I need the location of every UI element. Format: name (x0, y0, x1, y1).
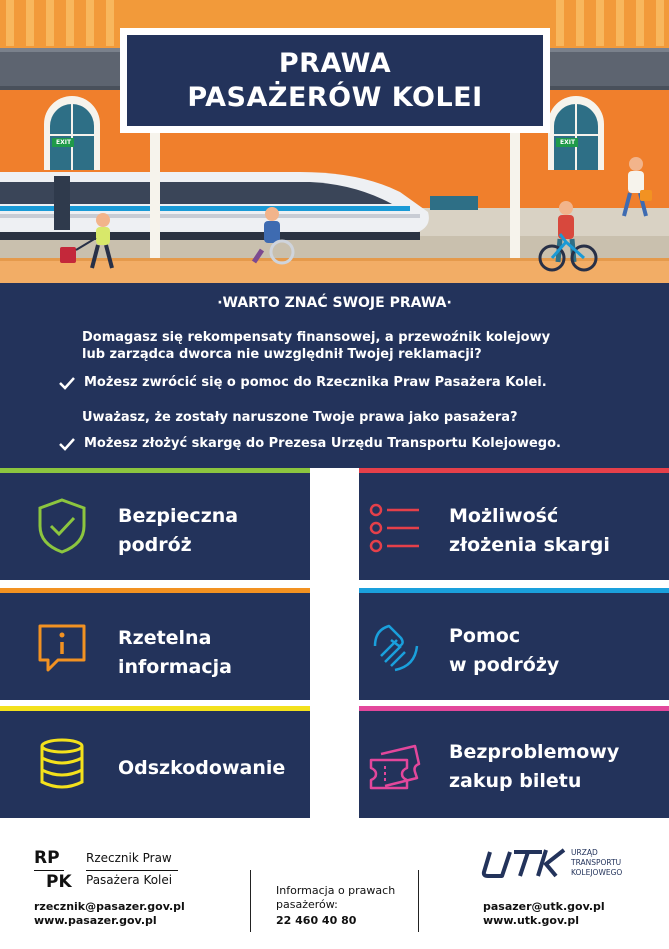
tile-accent-bar (359, 706, 669, 711)
tile-label-2: informacja (118, 656, 232, 678)
check-icon (58, 376, 76, 390)
answer-1-text: Możesz zwrócić się o pomoc do Rzecznika Praw Pasażera Kolei. (84, 375, 547, 390)
shield-check-icon (34, 496, 90, 556)
question-2: Uważasz, że zostały naruszone Twoje prawa jako pasażera? (82, 410, 518, 425)
utk-name-line-2: TRANSPORTU (571, 858, 622, 867)
title-panel (127, 35, 543, 126)
tile-label-2: zakup biletu (449, 770, 582, 792)
ticket-icon (367, 734, 423, 794)
tile-accent-bar (0, 706, 310, 711)
tile-label-2: podróż (118, 534, 192, 556)
tile-label-2: złożenia skargi (449, 534, 610, 556)
rppk-email-link[interactable]: rzecznik@pasazer.gov.pl (34, 900, 185, 913)
answer-2-text: Możesz złożyć skargę do Prezesa Urzędu Transportu Kolejowego. (84, 436, 561, 451)
info-icon (34, 616, 90, 676)
answer-2 (58, 435, 561, 452)
question-1-line-1: Domagasz się rekompensaty finansowej, a przewoźnik kolejowy (82, 330, 551, 345)
question-1-line-2: lub zarządca dworca nie uwzględnił Twojej reklamacji? (82, 347, 482, 362)
station-illustration (0, 0, 669, 283)
tile-label-2: w podróży (449, 654, 560, 676)
info-line-1: Informacja o prawach (276, 884, 396, 897)
info-line-2: pasażerów: (276, 898, 338, 911)
utk-email-link[interactable]: pasazer@utk.gov.pl (483, 900, 605, 913)
tile-label-1: Odszkodowanie (118, 757, 286, 779)
tile-label-1: Bezproblemowy (449, 741, 620, 763)
title-line-2: PASAŻERÓW KOLEI (187, 81, 483, 113)
rppk-www-link[interactable]: www.pasazer.gov.pl (34, 914, 157, 927)
rppk-name-line-1: Rzecznik Praw (86, 851, 172, 865)
tile-label-1: Pomoc (449, 625, 521, 647)
rppk-logo-pk: PK (46, 872, 72, 892)
tile-label-1: Bezpieczna (118, 505, 239, 527)
check-icon (58, 437, 76, 451)
tile-information (0, 588, 310, 700)
tile-assistance (359, 588, 669, 700)
rppk-logo-divider (34, 870, 64, 871)
rights-panel (0, 283, 669, 468)
answer-1 (58, 374, 547, 391)
exit-sign-right: EXIT (560, 139, 576, 146)
tile-complaint (359, 468, 669, 580)
tile-accent-bar (359, 588, 669, 593)
list-icon (367, 496, 423, 556)
question-1 (82, 329, 622, 363)
tile-accent-bar (0, 468, 310, 473)
utk-www-link[interactable]: www.utk.gov.pl (483, 914, 580, 927)
utk-name (571, 848, 622, 878)
tile-compensation (0, 706, 310, 818)
info-phone[interactable]: 22 460 40 80 (276, 914, 357, 927)
rights-heading: ·WARTO ZNAĆ SWOJE PRAWA· (217, 295, 452, 311)
footer-divider-right (418, 870, 419, 932)
tile-label-1: Możliwość (449, 505, 559, 527)
utk-name-line-1: URZĄD (571, 848, 598, 857)
footer (0, 828, 669, 949)
tile-label-1: Rzetelna (118, 627, 212, 649)
utk-name-line-3: KOLEJOWEGO (571, 868, 623, 877)
helping-hands-icon (367, 616, 423, 676)
title-line-1: PRAWA (278, 47, 392, 79)
coins-stack-icon (34, 734, 90, 794)
rppk-logo (34, 848, 184, 894)
title-board (120, 28, 550, 133)
tile-safe-travel (0, 468, 310, 580)
rppk-logo-rp: RP (34, 848, 60, 868)
exit-sign-left: EXIT (56, 139, 72, 146)
utk-logo-icon (480, 846, 570, 880)
footer-divider-left (250, 870, 251, 932)
tile-accent-bar (359, 468, 669, 473)
tile-accent-bar (0, 588, 310, 593)
rppk-name-line-2: Pasażera Kolei (86, 873, 173, 887)
tile-ticket (359, 706, 669, 818)
rppk-name-divider (86, 870, 178, 871)
